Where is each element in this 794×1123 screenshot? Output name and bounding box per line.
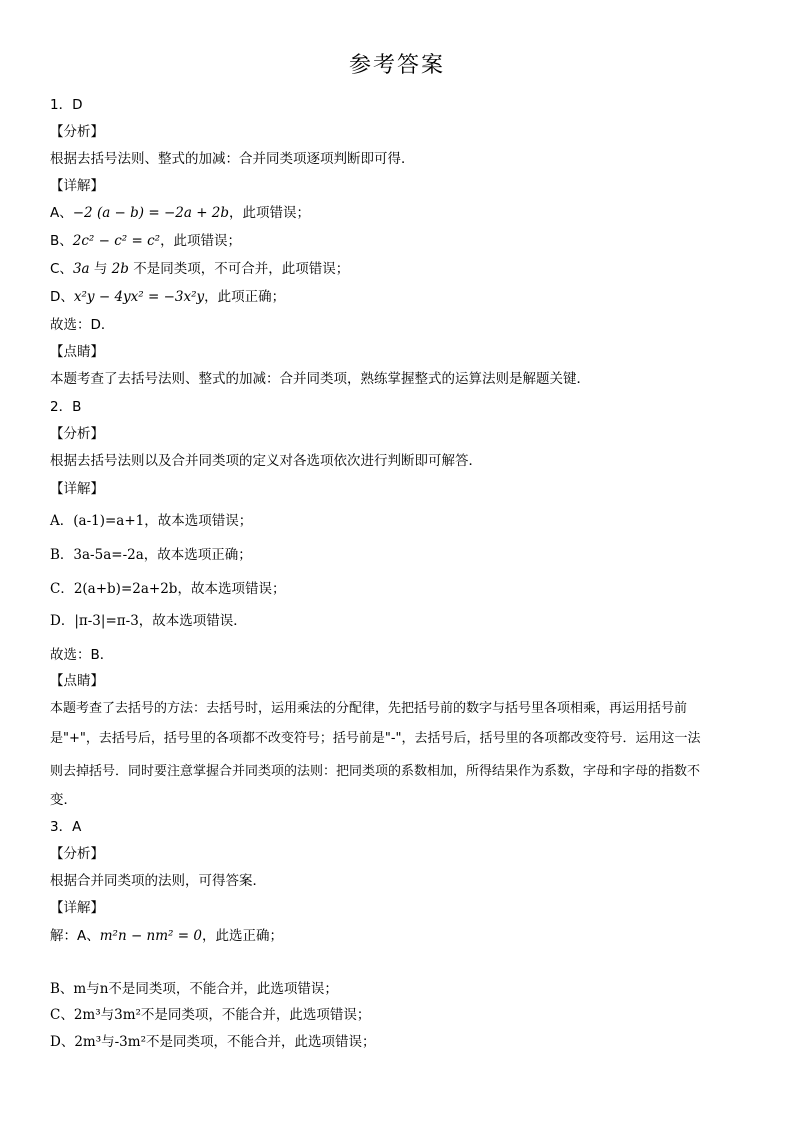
q2-detail-tag: 【详解】 bbox=[50, 481, 104, 497]
q1-analysis-tag: 【分析】 bbox=[50, 124, 104, 140]
q2-option-d: D．|π-3|=π-3，故本选项错误． bbox=[50, 613, 247, 629]
q1-option-a-prefix: A、 bbox=[50, 205, 73, 221]
q1-option-c bbox=[50, 260, 349, 278]
q1-option-c-term2: 2b bbox=[111, 261, 129, 277]
q2-option-b: B．3a-5a=-2a，故本选项正确； bbox=[50, 547, 252, 563]
q1-analysis-text: 根据去括号法则、整式的加减：合并同类项逐项判断即可得． bbox=[50, 151, 415, 167]
q1-comment-text: 本题考查了去括号法则、整式的加减：合并同类项，熟练掌握整式的运算法则是解题关键． bbox=[50, 371, 590, 387]
q2-analysis-text: 根据去括号法则以及合并同类项的定义对各选项依次进行判断即可解答． bbox=[50, 453, 482, 469]
q1-option-a bbox=[50, 204, 310, 222]
q1-option-d-verdict: ，此项正确； bbox=[204, 289, 286, 305]
q3-option-a-verdict: ，此选正确； bbox=[201, 928, 283, 944]
q3-option-a bbox=[50, 927, 283, 945]
q1-option-b-prefix: B、 bbox=[50, 233, 73, 249]
q2-comment-line-4: 变． bbox=[50, 792, 77, 808]
q3-option-c: C、2m³与3m²不是同类项，不能合并，此选项错误； bbox=[50, 1007, 371, 1023]
q2-option-c: C．2(a+b)=2a+2b，故本选项错误； bbox=[50, 581, 286, 597]
q3-analysis-text: 根据合并同类项的法则，可得答案． bbox=[50, 873, 266, 889]
q1-option-b-formula: 2c² − c² = c² bbox=[72, 233, 161, 249]
q1-detail-tag: 【详解】 bbox=[50, 178, 104, 194]
q1-choice: 故选：D． bbox=[50, 317, 115, 333]
q1-heading: 1．D bbox=[50, 97, 83, 113]
q2-heading: 2．B bbox=[50, 399, 82, 415]
q1-option-d bbox=[50, 288, 285, 306]
q1-option-a-formula: −2 (a − b) = −2a + 2b bbox=[72, 205, 230, 221]
q1-option-c-prefix: C、 bbox=[50, 261, 73, 277]
q1-option-c-term1: 3a bbox=[72, 261, 90, 277]
q3-analysis-tag: 【分析】 bbox=[50, 846, 104, 862]
page-title: 参考答案 bbox=[348, 53, 445, 78]
q3-option-a-formula: m²n − nm² = 0 bbox=[99, 928, 202, 944]
q3-option-d: D、2m³与-3m²不是同类项，不能合并，此选项错误； bbox=[50, 1034, 376, 1050]
q2-choice: 故选：B． bbox=[50, 647, 114, 663]
q1-option-b-verdict: ，此项错误； bbox=[160, 233, 242, 249]
q3-option-b: B、m与n不是同类项，不能合并，此选项错误； bbox=[50, 981, 338, 997]
q2-comment-line-2: 是"+"，去括号后，括号里的各项都不改变符号；括号前是"-"，去括号后，括号里的各项都改变符号．运用这一法 bbox=[50, 731, 701, 746]
q1-option-c-verdict: 不是同类项，不可合并，此项错误； bbox=[128, 261, 350, 277]
q1-option-d-formula: x²y − 4yx² = −3x²y bbox=[73, 289, 205, 305]
q2-analysis-tag: 【分析】 bbox=[50, 426, 104, 442]
q2-comment-tag: 【点睛】 bbox=[50, 673, 104, 689]
q2-comment-line-3: 则去掉括号．同时要注意掌握合并同类项的法则：把同类项的系数相加，所得结果作为系数，字母和字母的指数不 bbox=[50, 764, 701, 779]
q1-option-d-prefix: D、 bbox=[50, 289, 74, 305]
q1-option-c-connector: 与 bbox=[89, 261, 112, 277]
q2-option-a: A．(a-1)=a+1，故本选项错误； bbox=[50, 513, 253, 529]
q1-comment-tag: 【点睛】 bbox=[50, 344, 104, 360]
q2-comment-line-1: 本题考查了去括号的方法：去括号时，运用乘法的分配律，先把括号前的数字与括号里各项相乘，再运用括号前 bbox=[50, 701, 688, 716]
q1-option-b bbox=[50, 232, 241, 250]
q3-detail-tag: 【详解】 bbox=[50, 900, 104, 916]
q1-option-a-verdict: ，此项错误； bbox=[229, 205, 311, 221]
q3-heading: 3．A bbox=[50, 819, 82, 835]
q3-option-a-prefix: 解：A、 bbox=[50, 928, 100, 944]
